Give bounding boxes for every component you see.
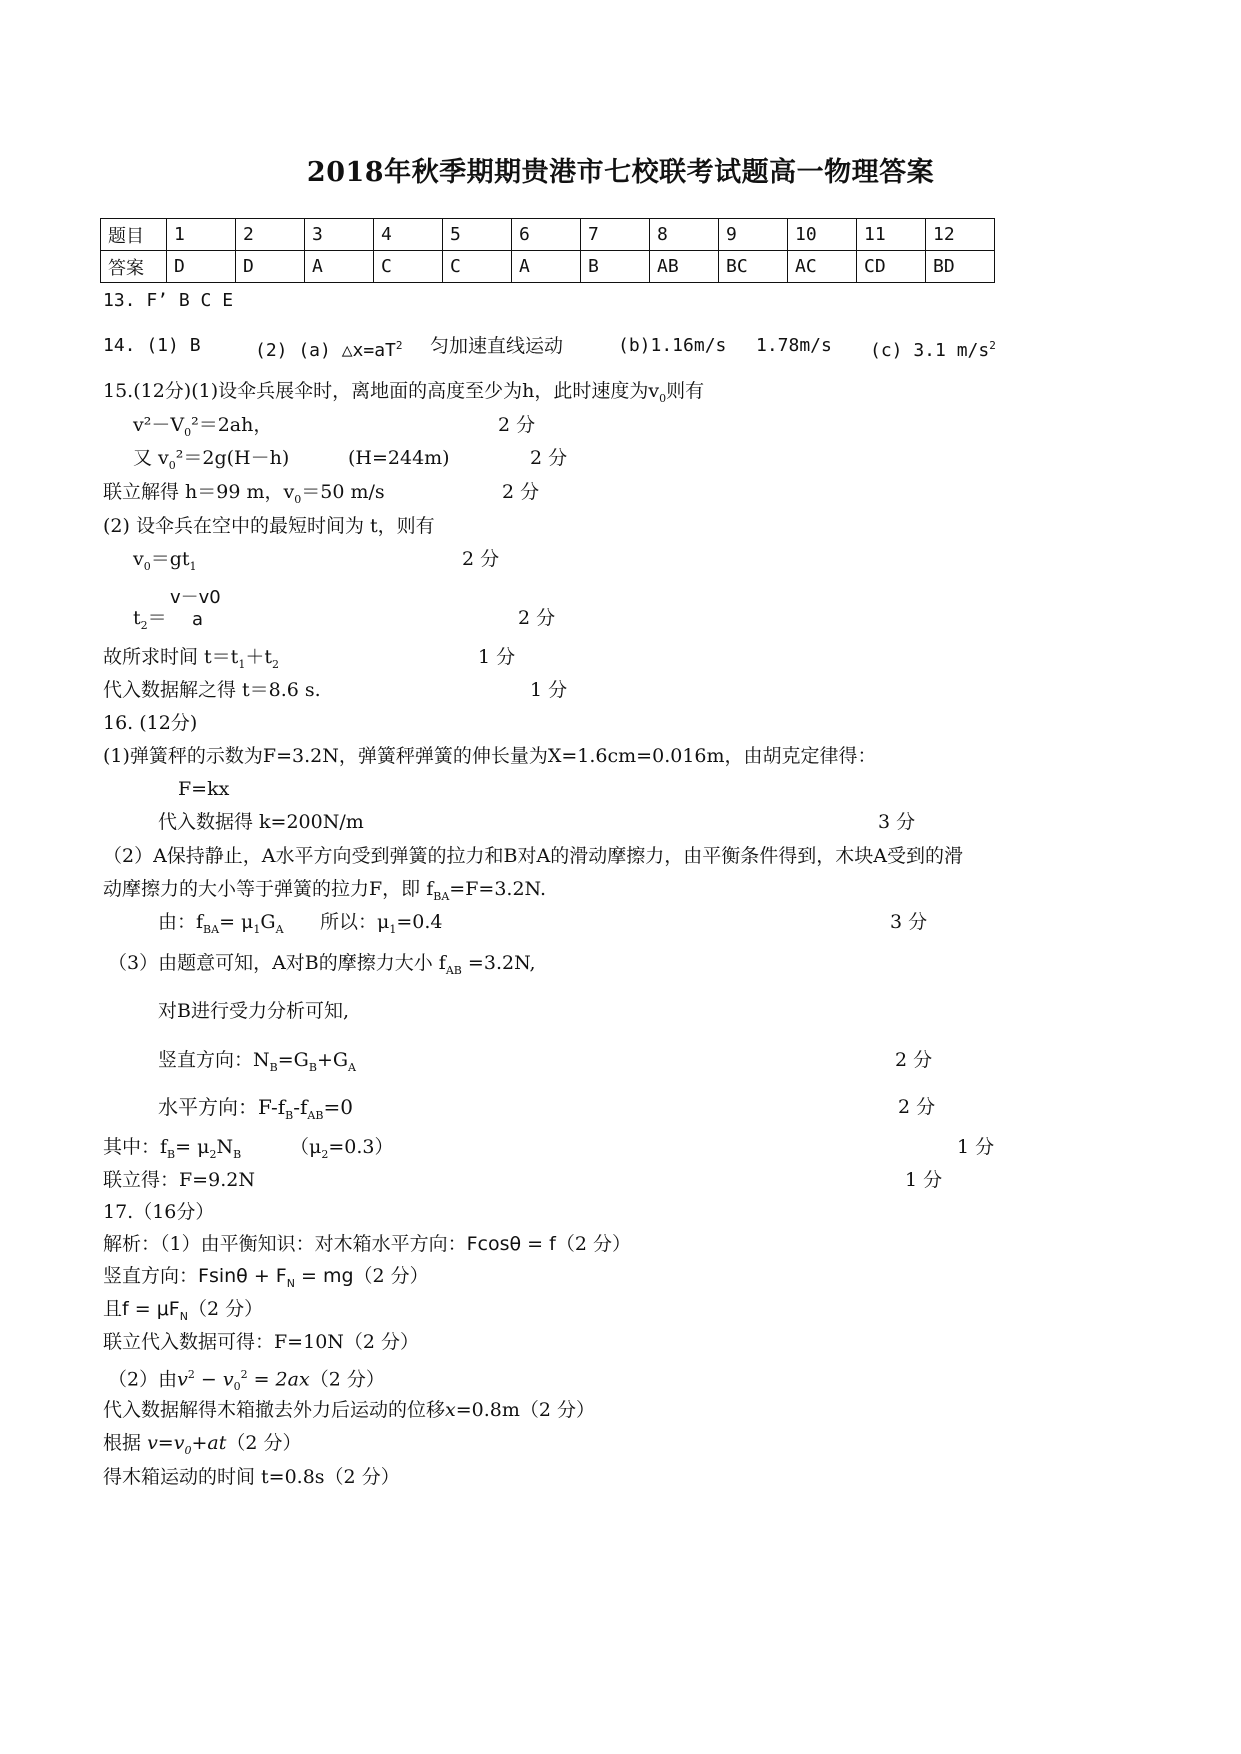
table-cell: C [374,251,443,283]
answer-17-l7 [103,1432,301,1462]
subscript: B [233,1147,242,1161]
answer-16-l6 [158,911,284,941]
text: 且 [103,1298,123,1320]
score: 2 分 [898,1096,936,1118]
score: （2 分） [187,1298,264,1320]
text: 故所求时间 t＝t [103,646,239,668]
text: 动摩擦力的大小等于弹簧的拉力F，即 f [103,878,434,900]
subscript: 0 [233,1380,241,1394]
equation: f = μF [122,1298,180,1320]
table-cell: BD [926,251,995,283]
answer-15-eq5 [133,607,167,637]
answer-16-l11 [103,1136,241,1166]
table-cell: A [305,251,374,283]
variable: x [445,1399,456,1421]
answer-14-part1: 14. (1) B [103,335,201,356]
table-cell: D [236,251,305,283]
answer-15-eq3 [103,481,385,511]
subscript: AB [445,963,462,977]
text: = μ [175,1136,210,1158]
subscript: 2 [209,1147,217,1161]
equation: v [177,1368,188,1391]
subscript: N [286,1276,295,1290]
table-cell: B [581,251,650,283]
text: 15.(12分)(1)设伞兵展伞时，离地面的高度至少为h，此时速度为v [103,380,660,402]
text: =G [277,1049,309,1071]
text: =3.2N, [461,952,536,974]
score: 2 分 [518,607,556,629]
answer-17-l3 [103,1298,263,1328]
answer-17-l4: 联立代入数据可得：F=10N（2 分） [103,1331,420,1353]
text: v²－V [133,414,185,436]
fraction-denominator: a [192,609,204,630]
answer-14-motion: 匀加速直线运动 [430,335,564,357]
text: 竖直方向：N [158,1049,270,1071]
score: （2 分） [353,1265,429,1287]
text: =0.8m（2 分） [455,1399,596,1421]
score: （2 分） [226,1432,302,1454]
equation: v=v [147,1432,185,1454]
subscript: BA [203,922,220,936]
table-cell: 4 [374,219,443,251]
text: 所以：μ [320,911,390,933]
answer-16-l7 [108,952,536,982]
answer-15-height: (H=244m) [348,447,450,469]
text: 竖直方向： [103,1265,199,1287]
text: 代入数据解得木箱撤去外力后运动的位移 [103,1399,446,1421]
superscript: 2 [240,1368,248,1381]
table-cell: 6 [512,219,581,251]
answer-16-l1: (1)弹簧秤的示数为F=3.2N，弹簧秤弹簧的伸长量为X=1.6cm=0.016m，由胡克定律得： [103,745,877,767]
subscript: BA [433,889,450,903]
score: 2 分 [895,1049,933,1071]
answer-17-l2 [103,1265,429,1295]
table-cell: 3 [305,219,374,251]
table-cell: C [443,251,512,283]
answer-16-l9 [158,1049,356,1079]
fraction-numerator: v－v0 [170,587,221,608]
subscript: 1 [389,922,397,936]
subscript: 0 [143,559,151,573]
table-cell: 8 [650,219,719,251]
answer-16-l12: 联立得：F=9.2N [103,1169,255,1191]
score: （2 分） [309,1368,385,1391]
equation: +at [191,1432,227,1454]
subscript: A [275,922,284,936]
table-cell: 2 [236,219,305,251]
score: 1 分 [478,646,516,668]
table-cell: BC [719,251,788,283]
text: =F=3.2N. [449,878,546,900]
table-cell: 9 [719,219,788,251]
answer-15-eq1 [133,414,272,444]
subscript: A [348,1060,356,1074]
page-title: 2018年秋季期期贵港市七校联考试题高一物理答案 [306,157,935,188]
answer-14-part2c [870,335,996,362]
table-row [101,219,995,251]
text: 根据 [103,1432,142,1454]
superscript: 2 [989,339,996,352]
answer-16-l6-so [320,911,443,941]
text: 解析：（1）由平衡知识：对木箱水平方向： [103,1233,467,1255]
text: -f [293,1095,308,1119]
score: 1 分 [957,1136,995,1158]
answer-16-l5 [103,878,546,908]
table-header-cell: 题目 [101,219,167,251]
equation: = mg [294,1265,354,1287]
text: t [133,607,141,629]
answer-15-head [103,380,704,410]
answer-table [100,218,995,283]
equation: − v [194,1368,234,1391]
answer-15-part2: (2) 设伞兵在空中的最短时间为 t，则有 [103,515,435,537]
table-cell: 12 [926,219,995,251]
table-cell: CD [857,251,926,283]
answer-14-part2a [255,335,403,362]
answer-16-head: 16. (12分) [103,712,198,734]
score: （2 分） [555,1233,631,1255]
text: ＝ [147,607,167,629]
subscript: B [167,1147,176,1161]
table-cell: 11 [857,219,926,251]
text: =0.3） [328,1136,394,1158]
answer-16-l2: F=kx [178,778,230,800]
text: =0 [323,1095,353,1119]
subscript: 1 [189,559,197,573]
table-cell: A [512,251,581,283]
subscript: B [269,1060,278,1074]
text: 由：f [158,911,204,933]
subscript: N [179,1309,188,1323]
answer-14-formula: (2) (a) △x=aT [255,340,396,361]
table-cell: 10 [788,219,857,251]
superscript: 2 [187,1368,195,1381]
answer-16-l10 [158,1096,353,1127]
text: ＋t [245,646,272,668]
subscript: 2 [321,1147,329,1161]
subscript: 0 [659,391,667,405]
answer-17-head: 17.（16分） [103,1201,215,1223]
score: 3 分 [878,811,916,833]
equation: Fsinθ + F [198,1265,287,1287]
text: ＝50 m/s [301,481,385,503]
answer-15-eq2 [133,447,289,477]
text: 水平方向：F-f [158,1095,286,1119]
answer-15-eq4 [133,548,197,578]
answer-14-accel: (c) 3.1 m/s [870,340,990,361]
answer-16-l3: 代入数据得 k=200N/m [158,811,364,833]
text: ＝gt [150,548,190,570]
superscript: 2 [395,339,403,352]
text: ²＝2ah， [191,414,273,436]
text: N [216,1136,234,1158]
text: 又 v [133,447,169,469]
answer-16-l11-mu [290,1136,394,1166]
score: 2 分 [498,414,536,436]
score: 2 分 [462,548,500,570]
score: 3 分 [890,911,928,933]
subscript: 2 [271,657,279,671]
answer-17-l8: 得木箱运动的时间 t=0.8s（2 分） [103,1466,400,1488]
table-cell: AC [788,251,857,283]
subscript: B [308,1060,317,1074]
answer-16-l4: （2）A保持静止，A水平方向受到弹簧的拉力和B对A的滑动摩擦力，由平衡条件得到，木块A受到的滑 [103,845,963,867]
text: 则有 [666,380,705,402]
text: （3）由题意可知，A对B的摩擦力大小 f [108,952,446,974]
subscript: 1 [238,657,246,671]
table-header-cell: 答案 [101,251,167,283]
table-cell: D [167,251,236,283]
equation: = 2ax [247,1368,310,1391]
score: 1 分 [905,1169,943,1191]
text: +G [316,1049,349,1071]
answer-17-l5 [108,1364,385,1398]
answer-17-l6 [103,1399,595,1421]
equation: Fcosθ = f [466,1233,556,1255]
text: 联立解得 h＝99 m，v [103,481,295,503]
text: G [260,911,276,933]
answer-15-eq6 [103,646,279,676]
text: = μ [219,911,254,933]
text: v [133,548,144,570]
subscript: B [285,1109,294,1122]
table-row [101,251,995,283]
answer-14-part2b-2: 1.78m/s [756,335,832,356]
subscript: 0 [184,1443,192,1457]
subscript: 1 [253,922,261,936]
text: （2）由 [108,1368,178,1391]
table-cell: 7 [581,219,650,251]
text: =0.4 [396,911,443,933]
answer-16-l8: 对B进行受力分析可知, [158,1000,350,1022]
subscript: 2 [140,618,148,632]
table-cell: AB [650,251,719,283]
subscript: AB [307,1109,324,1122]
table-cell: 5 [443,219,512,251]
answer-17-l1 [103,1233,631,1255]
score: 2 分 [530,447,568,469]
text: （μ [290,1136,322,1158]
answer-15-eq7: 代入数据解之得 t＝8.6 s. [103,679,321,701]
score: 2 分 [502,481,540,503]
text: 其中：f [103,1136,168,1158]
text: ²＝2g(H－h) [175,447,290,469]
answer-13: 13. F’ B C E [103,290,234,311]
subscript: 0 [294,492,302,506]
subscript: 0 [184,425,192,439]
score: 1 分 [530,679,568,701]
answer-14-part2b: (b)1.16m/s [618,335,727,356]
table-cell: 1 [167,219,236,251]
subscript: 0 [168,458,176,472]
